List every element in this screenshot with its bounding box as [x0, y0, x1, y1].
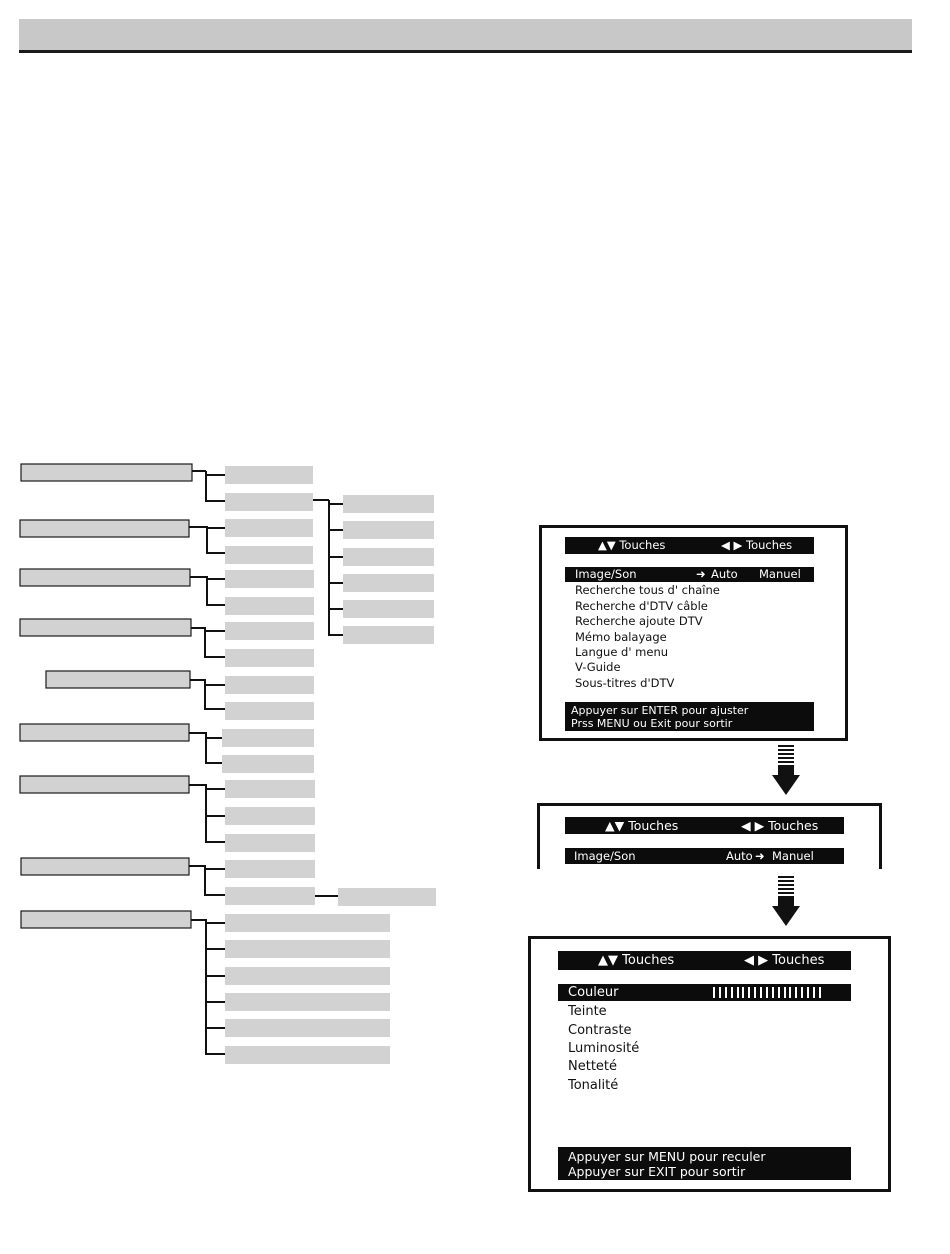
right-arrow-icon: ➜	[696, 567, 706, 581]
tree-root-box-3	[20, 569, 190, 586]
nav-hint-updown: ▲▼ Touches	[598, 538, 666, 552]
menu-item-image-son[interactable]	[565, 848, 844, 864]
tree-child-box-wide	[225, 993, 390, 1011]
tree-child-box	[225, 466, 313, 484]
option-manuel[interactable]: Manuel	[759, 567, 801, 581]
tree-grandchild-box	[343, 548, 434, 566]
menu-item-luminosite[interactable]: Luminosité	[568, 1041, 640, 1056]
tree-child-box	[225, 834, 315, 852]
tree-child-box-wide	[225, 940, 390, 958]
menu-item-teinte[interactable]: Teinte	[568, 1004, 607, 1019]
tree-child-box	[225, 649, 314, 667]
nav-hint-leftright: ◀ ▶ Touches	[741, 818, 819, 833]
nav-hint-bar	[565, 537, 814, 554]
help-line-1: Appuyer sur ENTER pour ajuster	[571, 704, 749, 717]
tree-root-box-8	[21, 858, 189, 875]
tree-grandchild-box	[338, 888, 436, 906]
down-arrow-icon	[770, 745, 802, 797]
tree-root-box-9	[21, 911, 191, 928]
menu-item-dtv-subtitles[interactable]: Sous-titres d'DTV	[575, 676, 675, 690]
tree-child-box	[225, 887, 315, 905]
tree-child-box	[225, 622, 314, 640]
tree-root-box-1	[21, 464, 192, 481]
option-auto[interactable]: Auto	[726, 849, 753, 863]
help-footer	[565, 702, 814, 731]
help-footer	[558, 1147, 851, 1180]
tree-child-box	[225, 807, 315, 825]
tree-root-box-4	[20, 619, 191, 636]
tree-grandchild-box	[343, 574, 434, 592]
menu-item-channel-scan[interactable]: Recherche tous d' chaîne	[575, 583, 720, 597]
menu-item-label: Image/Son	[575, 567, 637, 581]
help-line-2: Prss MENU ou Exit pour sortir	[571, 717, 733, 730]
menu-item-contraste[interactable]: Contraste	[568, 1023, 632, 1038]
tree-child-box	[225, 597, 314, 615]
right-arrow-icon: ➜	[755, 849, 765, 863]
tree-grandchild-box	[343, 600, 434, 618]
menu-item-couleur[interactable]	[558, 984, 851, 1001]
tree-root-box-2	[20, 520, 189, 537]
menu-item-v-guide[interactable]: V-Guide	[575, 660, 621, 674]
tv-setup-menu-screen	[539, 525, 848, 741]
tree-child-box	[225, 493, 313, 511]
tree-child-box-wide	[225, 1019, 390, 1037]
tree-child-box	[225, 570, 314, 588]
nav-hint-leftright: ◀ ▶ Touches	[744, 953, 825, 968]
tree-child-box	[225, 519, 313, 537]
tree-child-box	[222, 755, 314, 773]
menu-item-scan-memory[interactable]: Mémo balayage	[575, 630, 667, 644]
tree-child-box	[225, 676, 314, 694]
tree-grandchild-box	[343, 626, 434, 644]
help-line-1: Appuyer sur MENU pour reculer	[568, 1149, 766, 1164]
nav-hint-updown: ▲▼ Touches	[605, 818, 679, 833]
tree-child-box	[225, 780, 315, 798]
tree-grandchild-box	[343, 495, 434, 513]
menu-item-dtv-add-scan[interactable]: Recherche ajoute DTV	[575, 614, 703, 628]
menu-item-label: Couleur	[568, 985, 619, 1000]
nav-hint-leftright: ◀ ▶ Touches	[721, 538, 793, 552]
menu-item-label: Image/Son	[574, 849, 636, 863]
tree-child-box	[225, 860, 315, 878]
tree-root-box-6	[20, 724, 189, 741]
down-arrow-icon	[770, 876, 802, 928]
tree-root-box-5	[46, 671, 190, 688]
menu-item-image-son[interactable]	[565, 567, 814, 582]
tree-child-box-wide	[225, 1046, 390, 1064]
tv-picture-menu-screen	[528, 936, 891, 1192]
option-manuel[interactable]: Manuel	[772, 849, 814, 863]
tree-root-box-7	[20, 776, 189, 793]
nav-hint-bar	[565, 817, 844, 834]
tree-child-box	[225, 702, 314, 720]
nav-hint-bar	[558, 951, 851, 970]
help-line-2: Appuyer sur EXIT pour sortir	[568, 1164, 746, 1179]
tree-child-box	[222, 729, 314, 747]
tree-child-box	[225, 546, 313, 564]
menu-item-nettete[interactable]: Netteté	[568, 1059, 618, 1074]
option-auto[interactable]: Auto	[711, 567, 738, 581]
nav-hint-updown: ▲▼ Touches	[598, 953, 675, 968]
menu-item-menu-language[interactable]: Langue d' menu	[575, 645, 669, 659]
menu-item-tonalite[interactable]: Tonalité	[568, 1078, 619, 1093]
tv-mode-switch-screen	[537, 803, 882, 869]
tree-child-box-wide	[225, 914, 390, 932]
tree-grandchild-box	[343, 521, 434, 539]
menu-item-dtv-cable-scan[interactable]: Recherche d'DTV câble	[575, 599, 708, 613]
tree-child-box-wide	[225, 967, 390, 985]
color-level-gauge[interactable]	[713, 987, 821, 998]
